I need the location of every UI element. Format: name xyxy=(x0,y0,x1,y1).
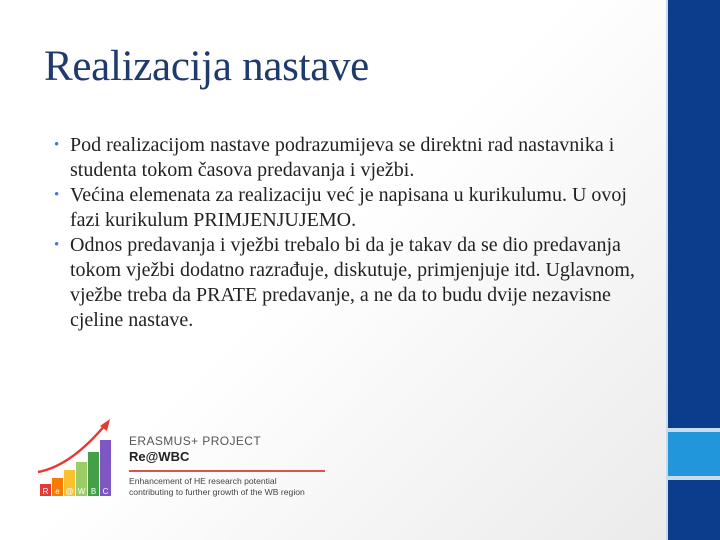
bullet-text: Odnos predavanja i vježbi trebalo bi da je takav da se dio predavanja tokom vježbi dodatno razrađuje, diskutuje, primjenjuje itd. Uglavnom, vježbe treba da PRATE predavanje, a ne da to budu dvije nezavisne cjeline nastave. xyxy=(70,234,635,331)
logo-bar-letter: W xyxy=(77,487,86,496)
logo-description-line1: Enhancement of HE research potential xyxy=(129,476,277,486)
bullet-item xyxy=(54,183,654,233)
logo-bar-letter: @ xyxy=(65,487,74,496)
logo-divider xyxy=(129,470,325,472)
bullet-list xyxy=(54,133,654,333)
erasmus-label: ERASMUS+ PROJECT xyxy=(129,434,262,448)
bar-chart-logo-icon xyxy=(36,416,126,502)
erasmus-project-logo xyxy=(36,416,336,502)
logo-text-block xyxy=(129,434,325,498)
logo-bar-letter: C xyxy=(102,487,109,496)
bullet-item xyxy=(54,233,654,333)
decorative-sidebar xyxy=(666,0,720,540)
sidebar-dark-block-top xyxy=(668,0,720,428)
bullet-icon: • xyxy=(54,187,60,203)
logo-description-line2: contributing to further growth of the WB region xyxy=(129,487,305,497)
sidebar-dark-block-bottom xyxy=(668,480,720,540)
bullet-text: Pod realizacijom nastave podrazumijeva se direktni rad nastavnika i studenta tokom časova predavanja i vježbi. xyxy=(70,134,615,181)
logo-bar-letter: e xyxy=(55,487,60,496)
bullet-icon: • xyxy=(54,237,60,253)
logo-bar-letter: R xyxy=(42,487,49,496)
sidebar-bright-block xyxy=(668,432,720,476)
bullet-icon: • xyxy=(54,137,60,153)
logo-bar-letter: B xyxy=(90,487,97,496)
slide-title: Realizacija nastave xyxy=(44,43,369,90)
bullet-text: Većina elemenata za realizaciju već je napisana u kurikulumu. U ovoj fazi kurikulum PRIMJENJUJEMO. xyxy=(70,184,627,231)
bullet-item xyxy=(54,133,654,183)
project-name: Re@WBC xyxy=(129,449,190,464)
